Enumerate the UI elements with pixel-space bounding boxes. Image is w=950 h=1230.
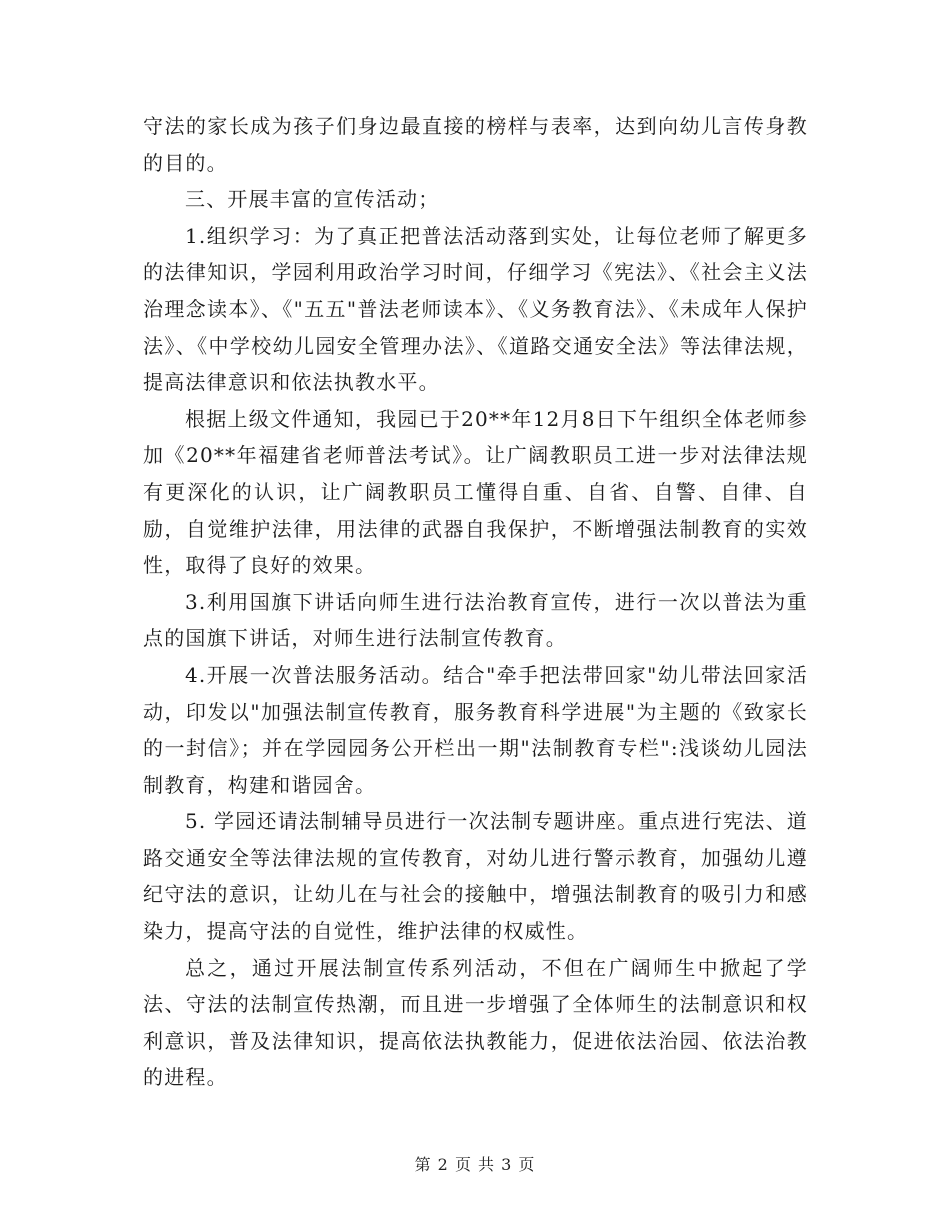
page-number-label: 第 2 页 共 3 页 [414, 1155, 536, 1174]
paragraph-continuation: 守法的家长成为孩子们身边最直接的榜样与表率，达到向幼儿言传身教的目的。 [143, 114, 808, 175]
document-body [143, 108, 808, 1096]
paragraph-summary: 总之，通过开展法制宣传系列活动，不但在广阔师生中掀起了学法、守法的法制宣传热潮，而且进一步增强了全体师生的法制意识和权利意识，普及法律知识，提高依法执教能力，促进依法治园、依法治教的进程。 [143, 955, 808, 1090]
paragraph-item-5: 5. 学园还请法制辅导员进行一次法制专题讲座。重点进行宪法、道路交通安全等法律法规的宣传教育，对幼儿进行警示教育，加强幼儿遵纪守法的意识，让幼儿在与社会的接触中，增强法制教育的吸引力和感染力，提高守法的自觉性，维护法律的权威性。 [143, 809, 808, 944]
section-heading: 三、开展丰富的宣传活动； [185, 187, 440, 212]
paragraph-item-1: 1.组织学习：为了真正把普法活动落到实处，让每位老师了解更多的法律知识，学园利用政治学习时间，仔细学习《宪法》、《社会主义法治理念读本》、《"五五"普法老师读本》、《义务教育法》、《未成年人保护法》、《中学校幼儿园安全管理办法》、《道路交通安全法》等法律法规，提高法律意识和依法执教水平。 [143, 223, 808, 395]
paragraph-item-3: 3.利用国旗下讲话向师生进行法治教育宣传，进行一次以普法为重点的国旗下讲话，对师生进行法制宣传教育。 [143, 589, 808, 651]
page-footer [0, 1152, 950, 1175]
paragraph-exam-notice: 根据上级文件通知，我园已于20**年12月8日下午组织全体老师参加《20**年福建省老师普法考试》。让广阔教职员工进一步对法律法规有更深化的认识，让广阔教职员工懂得自重、自省、自警、自律、自励，自觉维护法律，用法律的武器自我保护，不断增强法制教育的实效性，取得了良好的效果。 [143, 406, 808, 578]
paragraph-item-4: 4.开展一次普法服务活动。结合"牵手把法带回家"幼儿带法回家活动，印发以"加强法制宣传教育，服务教育科学进展"为主题的《致家长的一封信》；并在学园园务公开栏出一期"法制教育专栏":浅谈幼儿园法制教育，构建和谐园舍。 [143, 662, 808, 797]
